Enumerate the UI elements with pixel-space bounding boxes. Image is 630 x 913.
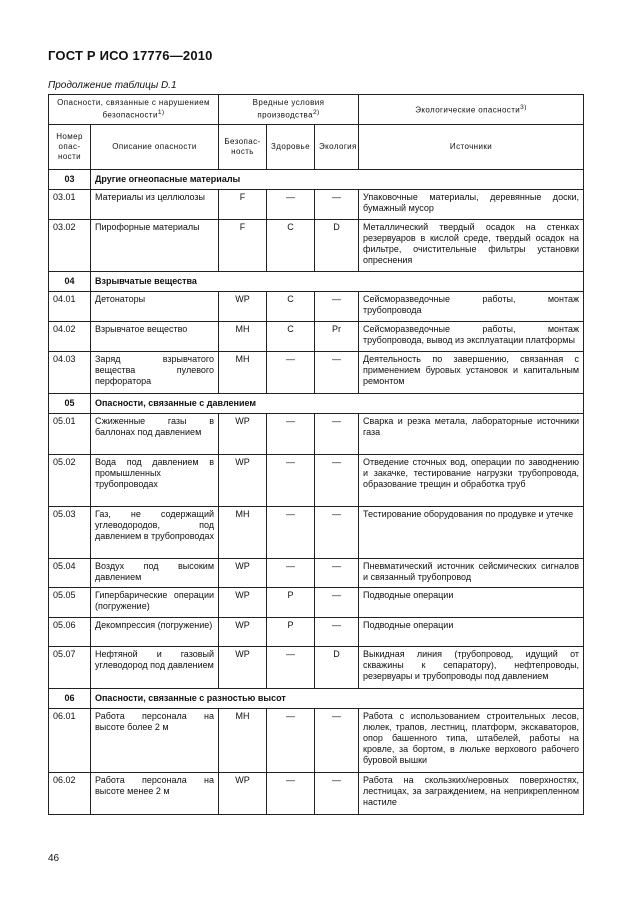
section-number: 04 — [49, 272, 91, 292]
hazard-number: 03.01 — [49, 190, 91, 220]
hazard-description: Работа персонала на высоте более 2 м — [91, 709, 219, 773]
ecology-code: — — [315, 414, 359, 455]
hazard-description: Материалы из целлюлозы — [91, 190, 219, 220]
hazard-description: Заряд взрывчатого вещества пулевого перфоратора — [91, 352, 219, 394]
table-row — [49, 618, 584, 647]
table-row — [49, 455, 584, 507]
hazard-number: 04.03 — [49, 352, 91, 394]
table-row — [49, 292, 584, 322]
safety-code: WP — [219, 647, 267, 689]
ecology-code: — — [315, 455, 359, 507]
safety-code: F — [219, 190, 267, 220]
ecology-code: — — [315, 507, 359, 559]
header-health: Здоровье — [267, 125, 315, 170]
table-row — [49, 507, 584, 559]
section-title: Взрывчатые вещества — [91, 272, 584, 292]
hazard-description: Работа персонала на высоте менее 2 м — [91, 773, 219, 815]
table-row — [49, 190, 584, 220]
header-safety-hazards: Опасности, связанные с нарушением безопасности$^{1)}$ — [49, 95, 219, 125]
ecology-code: — — [315, 352, 359, 394]
hazard-description: Сжиженные газы в баллонах под давлением — [91, 414, 219, 455]
hazard-number: 05.04 — [49, 559, 91, 588]
section-number: 06 — [49, 689, 91, 709]
table-row — [49, 414, 584, 455]
hazard-number: 05.07 — [49, 647, 91, 689]
ecology-code: — — [315, 709, 359, 773]
table-row — [49, 352, 584, 394]
safety-code: MH — [219, 507, 267, 559]
section-number: 05 — [49, 394, 91, 414]
hazard-description: Вода под давлением в промышленных трубопроводах — [91, 455, 219, 507]
table-row — [49, 322, 584, 352]
safety-code: WP — [219, 455, 267, 507]
safety-code: MH — [219, 322, 267, 352]
safety-code: MH — [219, 352, 267, 394]
header-description: Описание опасности — [91, 125, 219, 170]
hazard-number: 04.01 — [49, 292, 91, 322]
hazard-sources: Деятельность по завершению, связанная с применением буровых установок и капитальным ремонтом — [359, 352, 584, 394]
hazard-sources: Подводные операции — [359, 618, 584, 647]
table-row — [49, 559, 584, 588]
header-harmful-conditions: Вредные условия производства$^{2)}$ — [219, 95, 359, 125]
ecology-code: — — [315, 773, 359, 815]
hazard-sources: Работа на скользких/неровных поверхностях, лестницах, за заграждением, на неприкрепленном настиле — [359, 773, 584, 815]
hazard-number: 04.02 — [49, 322, 91, 352]
hazard-sources: Подводные операции — [359, 588, 584, 618]
section-title: Опасности, связанные с давлением — [91, 394, 584, 414]
health-code: — — [267, 507, 315, 559]
section-row — [49, 689, 584, 709]
ecology-code: — — [315, 559, 359, 588]
safety-code: WP — [219, 559, 267, 588]
safety-code: F — [219, 220, 267, 272]
ecology-code: — — [315, 292, 359, 322]
health-code: — — [267, 709, 315, 773]
hazard-sources: Упаковочные материалы, деревянные доски, бумажный мусор — [359, 190, 584, 220]
ecology-code: D — [315, 220, 359, 272]
hazard-table — [48, 94, 584, 815]
health-code: P — [267, 618, 315, 647]
table-body — [49, 170, 584, 815]
hazard-description: Взрывчатое вещество — [91, 322, 219, 352]
header-sources: Источники — [359, 125, 584, 170]
header-safety: Безопас-ность — [219, 125, 267, 170]
table-row — [49, 647, 584, 689]
hazard-number: 03.02 — [49, 220, 91, 272]
hazard-number: 05.06 — [49, 618, 91, 647]
health-code: C — [267, 292, 315, 322]
ecology-code: — — [315, 588, 359, 618]
safety-code: WP — [219, 588, 267, 618]
table-row — [49, 220, 584, 272]
header-ecology: Экология — [315, 125, 359, 170]
safety-code: WP — [219, 618, 267, 647]
hazard-description: Гипербарические операции (погружение) — [91, 588, 219, 618]
section-title: Другие огнеопасные материалы — [91, 170, 584, 190]
hazard-number: 06.02 — [49, 773, 91, 815]
health-code: — — [267, 559, 315, 588]
section-title: Опасности, связанные с разностью высот — [91, 689, 584, 709]
hazard-sources: Пневматический источник сейсмических сигналов и связанный трубопровод — [359, 559, 584, 588]
section-number: 03 — [49, 170, 91, 190]
hazard-sources: Выкидная линия (трубопровод, идущий от скважины к сепаратору), нефтепроводы, резервуары и трубопроводы под давлением — [359, 647, 584, 689]
table-continuation-caption: Продолжение таблицы D.1 — [48, 80, 177, 91]
hazard-number: 05.01 — [49, 414, 91, 455]
page-number: 46 — [48, 853, 60, 864]
health-code: — — [267, 773, 315, 815]
hazard-sources: Отведение сточных вод, операции по заводнению и закачке, тестирование нагрузки трубопровода, образование трещин и обработка труб — [359, 455, 584, 507]
section-row — [49, 272, 584, 292]
table-row — [49, 709, 584, 773]
hazard-description: Газ, не содержащий углеводородов, под давлением в трубопроводах — [91, 507, 219, 559]
hazard-number: 05.02 — [49, 455, 91, 507]
safety-code: WP — [219, 773, 267, 815]
health-code: — — [267, 647, 315, 689]
hazard-number: 06.01 — [49, 709, 91, 773]
health-code: C — [267, 220, 315, 272]
health-code: — — [267, 190, 315, 220]
hazard-description: Детонаторы — [91, 292, 219, 322]
section-row — [49, 394, 584, 414]
hazard-description: Декомпрессия (погружение) — [91, 618, 219, 647]
hazard-description: Пирофорные материалы — [91, 220, 219, 272]
header-number: Номер опас-ности — [49, 125, 91, 170]
header-environmental-hazards: Экологические опасности$^{3)}$ — [359, 95, 584, 125]
hazard-sources: Тестирование оборудования по продувке и утечке — [359, 507, 584, 559]
ecology-code: — — [315, 190, 359, 220]
hazard-number: 05.03 — [49, 507, 91, 559]
table-row — [49, 588, 584, 618]
health-code: P — [267, 588, 315, 618]
section-row — [49, 170, 584, 190]
ecology-code: — — [315, 618, 359, 647]
hazard-sources: Сварка и резка метала, лабораторные источники газа — [359, 414, 584, 455]
health-code: — — [267, 352, 315, 394]
safety-code: WP — [219, 414, 267, 455]
hazard-description: Нефтяной и газовый углеводород под давлением — [91, 647, 219, 689]
hazard-sources: Металлический твердый осадок на стенках резервуаров в кислой среде, твердый осадок на фильтре, очистительные фильтры установки опреснения — [359, 220, 584, 272]
ecology-code: D — [315, 647, 359, 689]
health-code: — — [267, 414, 315, 455]
health-code: — — [267, 455, 315, 507]
safety-code: WP — [219, 292, 267, 322]
hazard-sources: Сейсморазведочные работы, монтаж трубопровода, вывод из эксплуатации платформы — [359, 322, 584, 352]
hazard-description: Воздух под высоким давлением — [91, 559, 219, 588]
ecology-code: Pr — [315, 322, 359, 352]
table-row — [49, 773, 584, 815]
document-title: ГОСТ Р ИСО 17776—2010 — [48, 48, 213, 63]
hazard-sources: Работа с использованием строительных лесов, люлек, трапов, лестниц, платформ, экскаваторов, опор башенного типа, штабелей, работы на кровле, за бортом, в люльке верхового рабочего буровой вышки — [359, 709, 584, 773]
hazard-sources: Сейсморазведочные работы, монтаж трубопровода — [359, 292, 584, 322]
health-code: C — [267, 322, 315, 352]
hazard-number: 05.05 — [49, 588, 91, 618]
safety-code: MH — [219, 709, 267, 773]
